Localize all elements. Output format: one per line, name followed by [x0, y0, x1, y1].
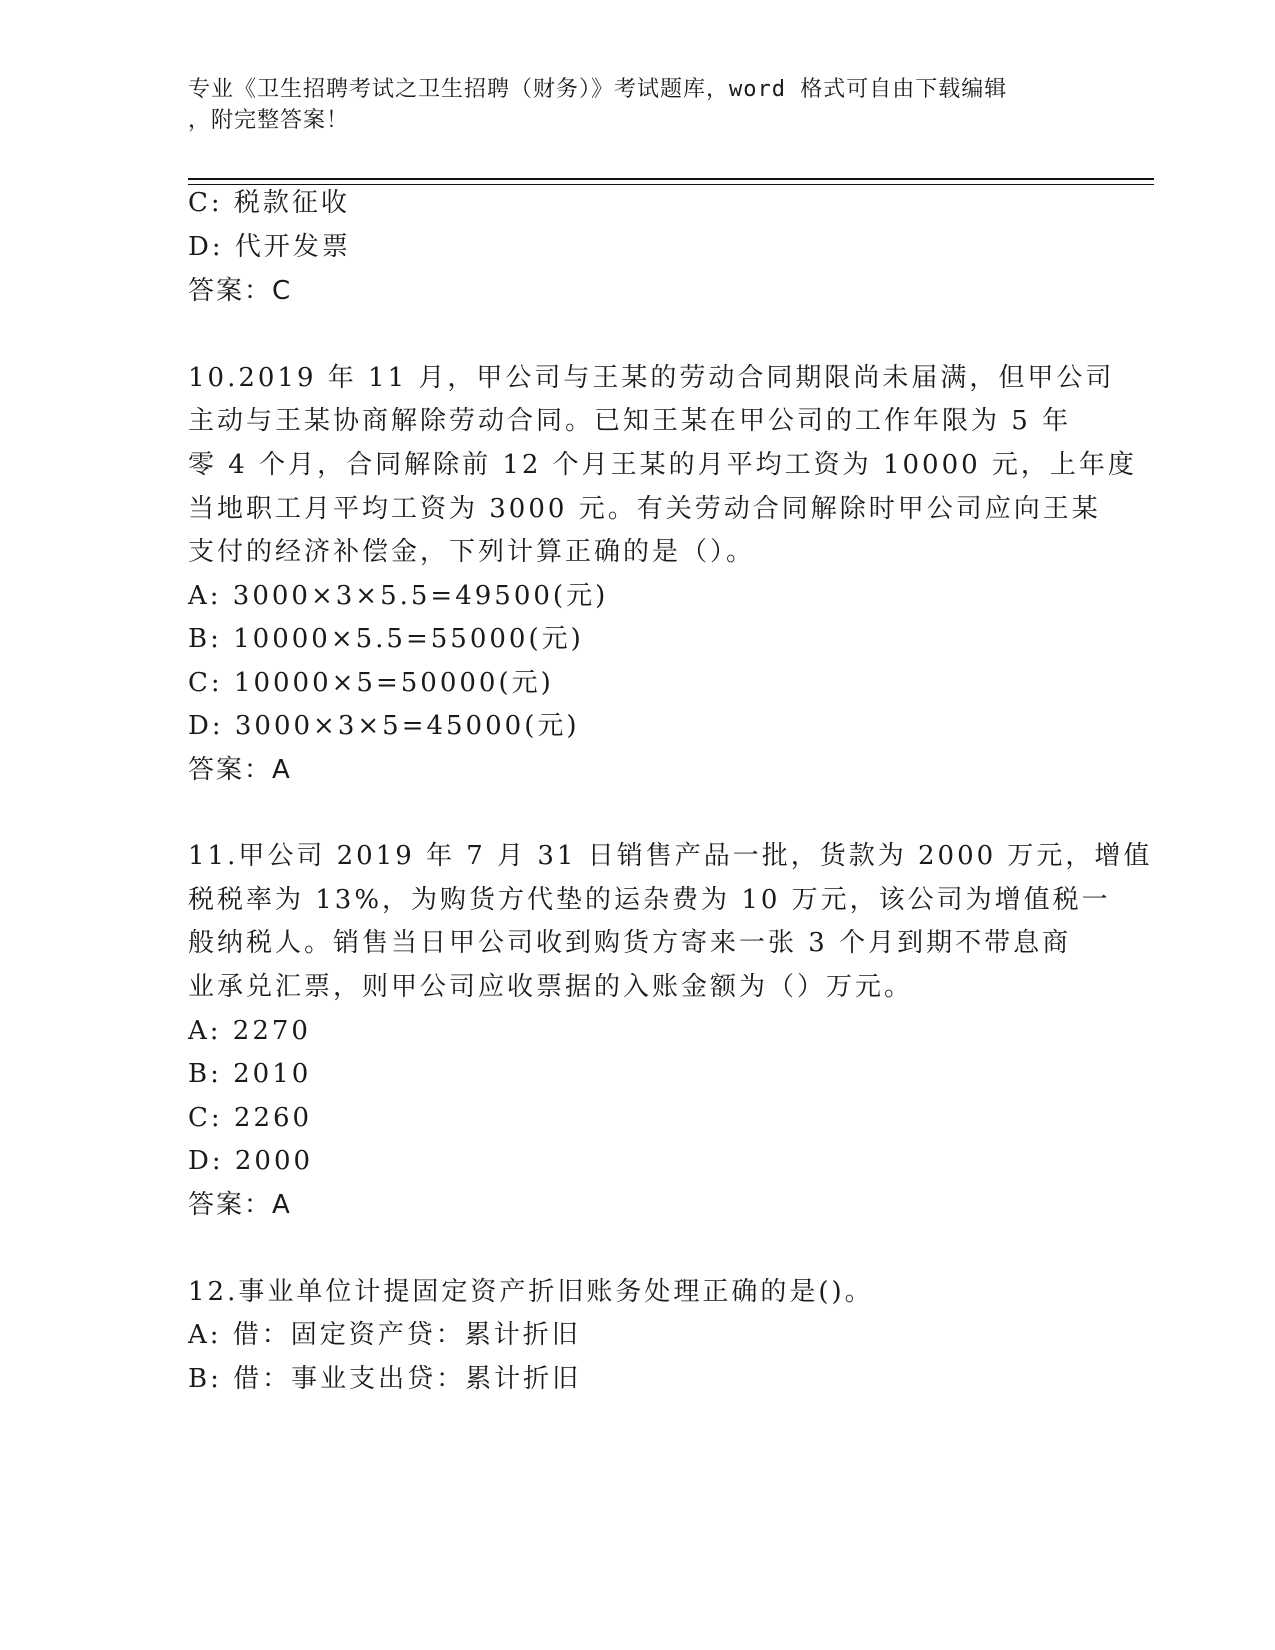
q10-option-a: A: 3000×3×5.5=49500(元) [188, 581, 609, 611]
q10-option-b: B: 10000×5.5=55000(元) [188, 624, 584, 654]
q11-stem-line: 般纳税人。销售当日甲公司收到购货方寄来一张 3 个月到期不带息商 [188, 928, 1072, 958]
prev-option-d: D: 代开发票 [188, 232, 351, 262]
q11-stem-line: 业承兑汇票，则甲公司应收票据的入账金额为（）万元。 [188, 972, 914, 1002]
q11-answer: 答案：A [188, 1190, 292, 1220]
q11-option-a: A: 2270 [188, 1016, 311, 1046]
q11-option-c: C: 2260 [188, 1103, 313, 1133]
q10-stem-line: 主动与王某协商解除劳动合同。已知王某在甲公司的工作年限为 5 年 [188, 406, 1072, 436]
q10-option-d: D: 3000×3×5=45000(元) [188, 711, 580, 741]
q10-option-c: C: 10000×5=50000(元) [188, 668, 554, 698]
q12-stem-line: 12.事业单位计提固定资产折旧账务处理正确的是()。 [188, 1277, 874, 1307]
q12-option-b: B: 借：事业支出贷：累计折旧 [188, 1364, 582, 1394]
header-line-1: 专业《卫生招聘考试之卫生招聘（财务）》考试题库，word 格式可自由下载编辑 [188, 77, 1008, 102]
q11-option-b: B: 2010 [188, 1059, 312, 1089]
q11-stem-line: 11.甲公司 2019 年 7 月 31 日销售产品一批，货款为 2000 万元，增值 [188, 841, 1153, 871]
q10-answer: 答案：A [188, 755, 292, 785]
header-line-2: ，附完整答案！ [188, 108, 350, 133]
q11-stem-line: 税税率为 13%，为购货方代垫的运杂费为 10 万元，该公司为增值税一 [188, 885, 1111, 915]
q10-stem-line: 零 4 个月，合同解除前 12 个月王某的月平均工资为 10000 元，上年度 [188, 450, 1137, 480]
q10-stem-line: 支付的经济补偿金，下列计算正确的是（）。 [188, 537, 756, 567]
q12-option-a: A: 借：固定资产贷：累计折旧 [188, 1320, 581, 1350]
q10-stem-line: 当地职工月平均工资为 3000 元。有关劳动合同解除时甲公司应向王某 [188, 494, 1101, 524]
prev-option-c: C: 税款征收 [188, 188, 350, 218]
q10-stem-line: 10.2019 年 11 月，甲公司与王某的劳动合同期限尚未届满，但甲公司 [188, 363, 1115, 393]
q11-option-d: D: 2000 [188, 1146, 314, 1176]
prev-answer: 答案：C [188, 276, 293, 306]
page-header [188, 74, 1088, 136]
